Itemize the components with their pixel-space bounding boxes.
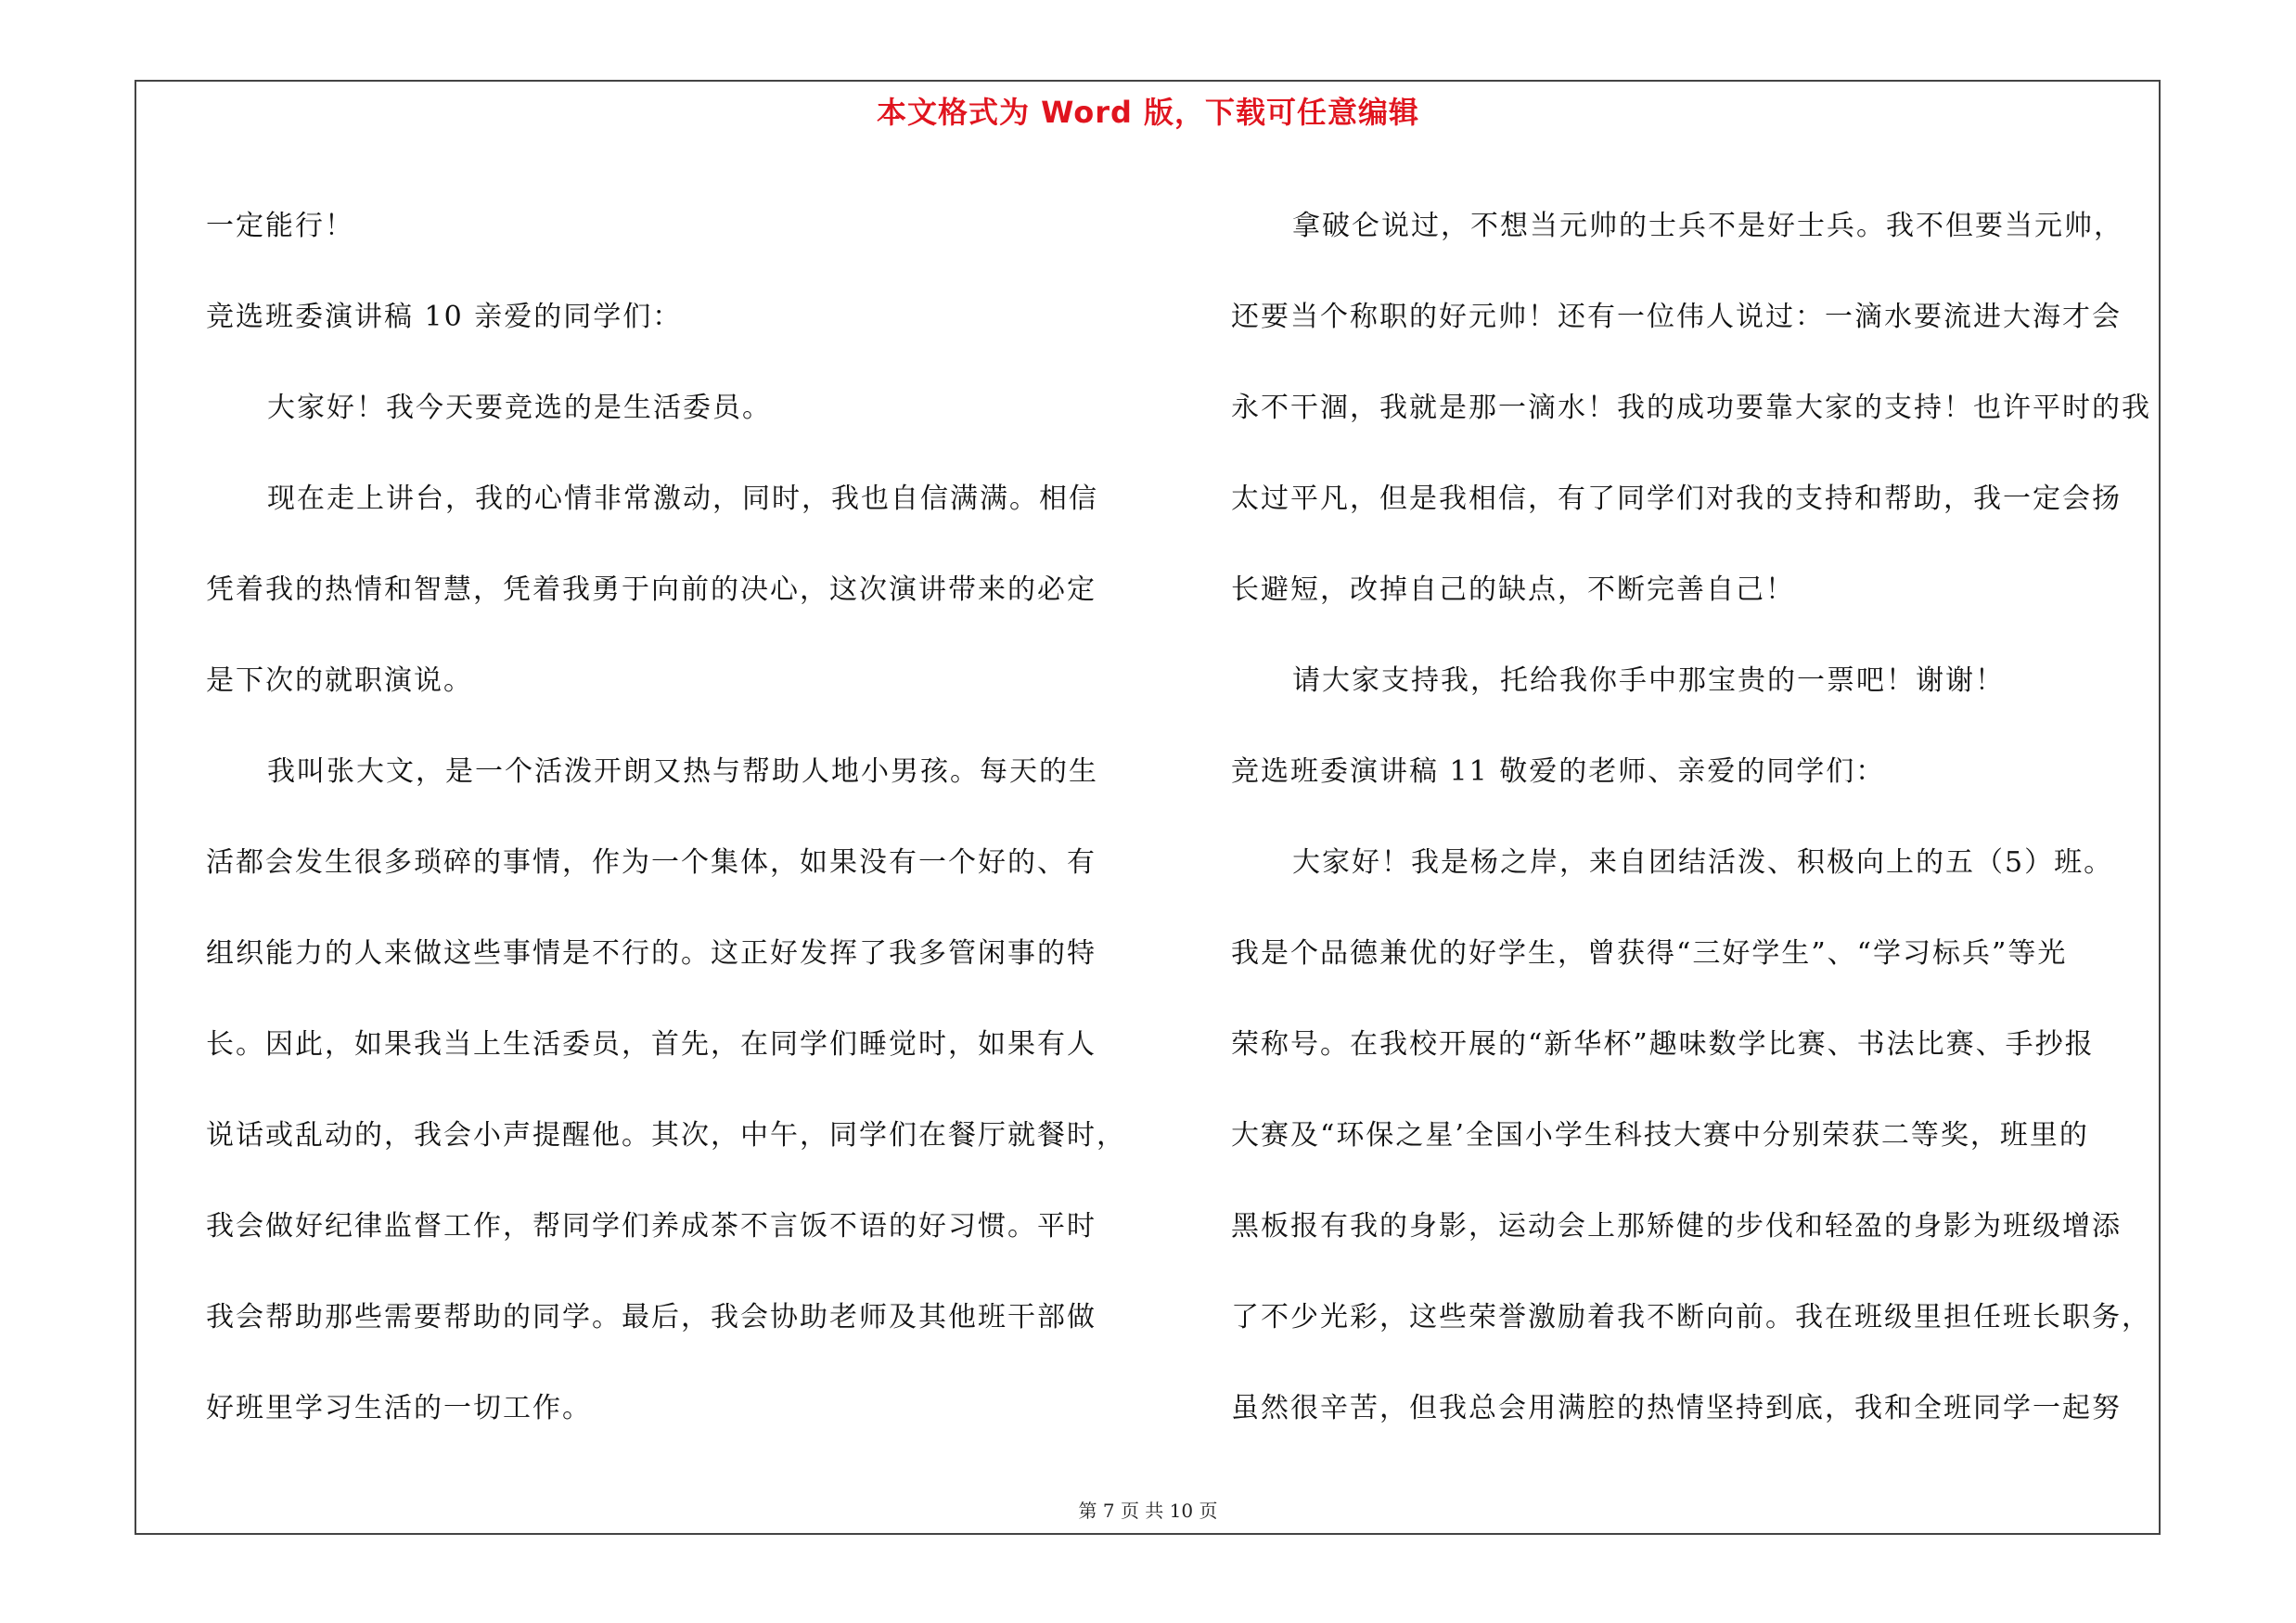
left-column-line-13: 我会帮助那些需要帮助的同学。最后，我会协助老师及其他班干部做	[206, 1301, 1097, 1333]
right-column-line-7: 竞选班委演讲稿 11 敬爱的老师、亲爱的同学们：	[1231, 755, 1886, 788]
right-column-line-13: 了不少光彩，这些荣誉激励着我不断向前。我在班级里担任班长职务，	[1231, 1301, 2151, 1333]
right-column-line-9: 我是个品德兼优的好学生，曾获得“三好学生”、“学习标兵”等光	[1231, 937, 2068, 970]
right-column-line-11: 大赛及“环保之星’全国小学生科技大赛中分别荣获二等奖，班里的	[1231, 1119, 2089, 1152]
left-column-line-12: 我会做好纪律监督工作，帮同学们养成茶不言饭不语的好习惯。平时	[206, 1210, 1097, 1243]
left-column-line-11: 说话或乱动的，我会小声提醒他。其次，中午，同学们在餐厅就餐时，	[206, 1119, 1126, 1152]
right-column-line-10: 荣称号。在我校开展的“新华杯”趣味数学比赛、书法比赛、手抄报	[1231, 1028, 2095, 1061]
left-column-line-14: 好班里学习生活的一切工作。	[206, 1392, 592, 1424]
page-number-footer: 第 7 页 共 10 页	[1078, 1500, 1218, 1522]
right-column-line-3: 永不干涸，我就是那一滴水！我的成功要靠大家的支持！也许平时的我	[1231, 392, 2151, 424]
left-column-line-10: 长。因此，如果我当上生活委员，首先，在同学们睡觉时，如果有人	[206, 1028, 1097, 1061]
right-column-line-12: 黑板报有我的身影，运动会上那矫健的步伐和轻盈的身影为班级增添	[1231, 1210, 2122, 1243]
left-column-line-7: 我叫张大文，是一个活泼开朗又热与帮助人地小男孩。每天的生	[267, 755, 1098, 788]
left-column-line-9: 组织能力的人来做这些事情是不行的。这正好发挥了我多管闲事的特	[206, 937, 1097, 970]
header-banner: 本文格式为 Word 版，下载可任意编辑	[876, 95, 1420, 130]
right-column-line-4: 太过平凡，但是我相信，有了同学们对我的支持和帮助，我一定会扬	[1231, 483, 2122, 515]
right-column	[1231, 181, 2159, 1454]
left-column-line-2: 竞选班委演讲稿 10 亲爱的同学们：	[206, 301, 683, 333]
right-column-line-2: 还要当个称职的好元帅！还有一位伟人说过：一滴水要流进大海才会	[1231, 301, 2122, 333]
left-column-line-3: 大家好！我今天要竞选的是生活委员。	[267, 392, 772, 424]
left-column-line-4: 现在走上讲台，我的心情非常激动，同时，我也自信满满。相信	[267, 483, 1098, 515]
left-column-line-6: 是下次的就职演说。	[206, 664, 473, 697]
left-column-line-1: 一定能行！	[206, 210, 354, 242]
right-column-line-14: 虽然很辛苦，但我总会用满腔的热情坚持到底，我和全班同学一起努	[1231, 1392, 2122, 1424]
left-column	[206, 181, 1134, 1454]
right-column-line-6: 请大家支持我，托给我你手中那宝贵的一票吧！谢谢！	[1292, 664, 2005, 697]
right-column-line-8: 大家好！我是杨之岸，来自团结活泼、积极向上的五（5）班。	[1292, 846, 2114, 879]
right-column-line-5: 长避短，改掉自己的缺点，不断完善自己！	[1231, 573, 1795, 606]
left-column-line-8: 活都会发生很多琐碎的事情，作为一个集体，如果没有一个好的、有	[206, 846, 1097, 879]
right-column-line-1: 拿破仑说过，不想当元帅的士兵不是好士兵。我不但要当元帅，	[1292, 210, 2123, 242]
left-column-line-5: 凭着我的热情和智慧，凭着我勇于向前的决心，这次演讲带来的必定	[206, 573, 1097, 606]
